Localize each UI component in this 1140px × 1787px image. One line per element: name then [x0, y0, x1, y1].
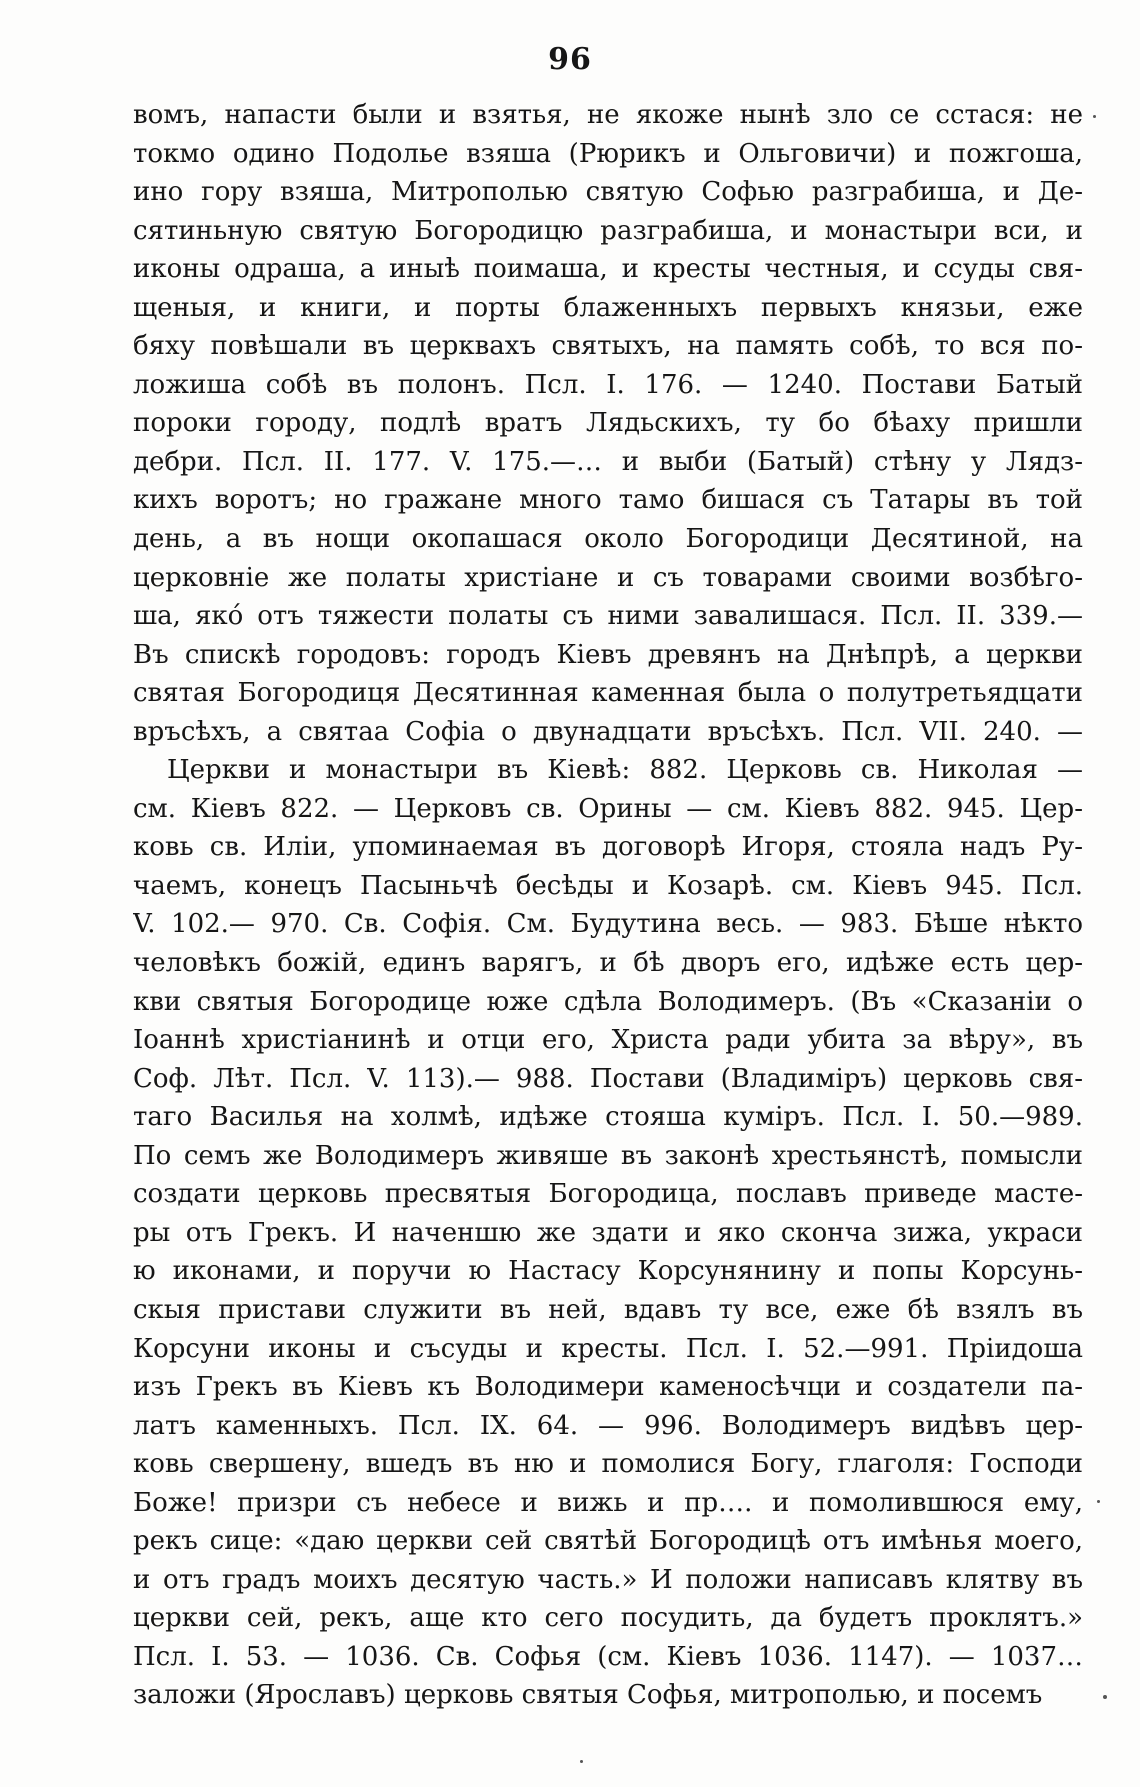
text-line: ю иконами, и поручи ю Настасу Корсунянину и попы Корсунь- [133, 1256, 1083, 1287]
text-line: пороки городу, подлѣ вратъ Лядьскихъ, ту бо бѣаху пришли [133, 408, 1083, 439]
text-line: день, а въ нощи окопашася около Богородици Десятиной, на [133, 524, 1083, 555]
text-line: кихъ воротъ; но гражане много тамо бишася съ Татары въ той [133, 485, 1083, 516]
text-line: ложиша собѣ въ полонъ. Псл. I. 176. — 1240. Постави Батый [133, 369, 1083, 400]
scan-speck [1093, 115, 1096, 118]
text-line: Въ спискѣ городовъ: городъ Кіевъ древянъ на Днѣпрѣ, а церкви [133, 639, 1083, 670]
text-line: Корсуни иконы и съсуды и кресты. Псл. I. 52.—991. Пріидоша [133, 1333, 1083, 1364]
scan-speck [580, 1760, 583, 1763]
text-line: таго Василья на холмѣ, идѣже стояша куміръ. Псл. I. 50.—989. [133, 1102, 1083, 1133]
text-line: церкви сей, рекъ, аще кто сего посудить, да будетъ проклятъ.» [133, 1603, 1083, 1634]
text-line: и отъ градъ моихъ десятую часть.» И положи написавъ клятву въ [133, 1564, 1083, 1595]
text-line: ковь свершену, вшедъ въ ню и помолися Богу, глаголя: Господи [133, 1449, 1083, 1480]
text-line: токмо одино Подолье взяша (Рюрикъ и Ольговичи) и пожгоша, [133, 138, 1083, 169]
body-text [133, 96, 1083, 1715]
text-line: ры отъ Грекъ. И наченшю же здати и яко скончa зижа, украси [133, 1217, 1083, 1248]
text-line: Соф. Лѣт. Псл. V. 113).— 988. Постави (Владиміръ) церковь свя- [133, 1063, 1083, 1094]
text-line: изъ Грекъ въ Кіевъ къ Володимери каменосѣчци и создатели па- [133, 1372, 1083, 1403]
text-line: см. Кіевъ 822. — Церковъ св. Орины — см. Кіевъ 882. 945. Цер- [133, 793, 1083, 824]
text-line: святая Богородиця Десятинная каменная была о полутретьядцати [133, 678, 1083, 709]
text-line: По семъ же Володимеръ живяше въ законѣ хрестьянстѣ, помысли [133, 1140, 1083, 1171]
text-line: ша, якό отъ тяжести полаты съ ними завалишася. Псл. II. 339.— [133, 601, 1083, 632]
text-line: человѣкъ божій, единъ варягъ, и бѣ дворъ его, идѣже есть цер- [133, 948, 1083, 979]
text-line: ковь св. Иліи, упоминаемая въ договорѣ Игоря, стояла надъ Ру- [133, 832, 1083, 863]
text-line: иконы одраша, а иныѣ поимаша, и кресты честныя, и ссуды свя- [133, 254, 1083, 285]
text-line: чаемъ, конецъ Пасыньчѣ бесѣды и Козарѣ. см. Кіевъ 945. Псл. [133, 870, 1083, 901]
page-number: 96 [548, 42, 592, 77]
text-line: латъ каменныхъ. Псл. IX. 64. — 996. Володимеръ видѣвъ цер- [133, 1410, 1083, 1441]
text-line: Псл. I. 53. — 1036. Св. Софья (см. Кіевъ 1036. 1147). — 1037… [133, 1641, 1083, 1672]
text-line: Іоаннѣ христіанинѣ и отци его, Христа ради убита за вѣру», въ [133, 1025, 1083, 1056]
text-line: заложи (Ярославъ) церковь святыя Софья, митрополью, и посемъ [133, 1680, 1043, 1711]
paragraph-start-line: Церкви и монастыри въ Кіевѣ: 882. Церковь св. Николая — [167, 755, 1083, 786]
text-line: сятиньную святую Богородицю разграбиша, и монастыри вси, и [133, 215, 1083, 246]
text-line: вомъ, напасти были и взятья, не якоже нынѣ зло се сстася: не [133, 100, 1083, 130]
text-line: церковніе же полаты христіане и съ товарами своими возбѣго- [133, 562, 1083, 593]
text-line: V. 102.— 970. Св. Софія. См. Будутина весь. — 983. Бѣше нѣкто [133, 909, 1083, 940]
text-line: ино гору взяша, Митрополью святую Софью разграбиша, и Де- [133, 177, 1083, 208]
scan-speck [1097, 1500, 1100, 1503]
text-line: скыя пристави служити въ ней, вдавъ ту все, еже бѣ взялъ въ [133, 1294, 1083, 1325]
text-line: бяху повѣшали въ церквахъ святыхъ, на память собѣ, то вся по- [133, 331, 1083, 362]
scan-speck [1103, 1695, 1107, 1699]
text-line: връсѣхъ, а святаа Софіа о двунадцати връсѣхъ. Псл. VII. 240. — [133, 716, 1083, 747]
text-line: кви святыя Богородице юже сдѣла Володимеръ. (Въ «Сказаніи о [133, 986, 1083, 1017]
text-line: Боже! призри съ небесе и вижь и пр…. и помолившюся ему, [133, 1487, 1083, 1518]
text-line: щеныя, и книги, и порты блаженныхъ первыхъ князьи, еже [133, 292, 1083, 323]
text-line: создати церковь пресвятыя Богородица, пославъ приведе масте- [133, 1179, 1083, 1210]
text-line: рекъ сице: «даю церкви сей святѣй Богородицѣ отъ имѣнья моего, [133, 1526, 1083, 1557]
text-line: дебри. Псл. II. 177. V. 175.—… и выби (Батый) стѣну у Лядз- [133, 446, 1083, 477]
